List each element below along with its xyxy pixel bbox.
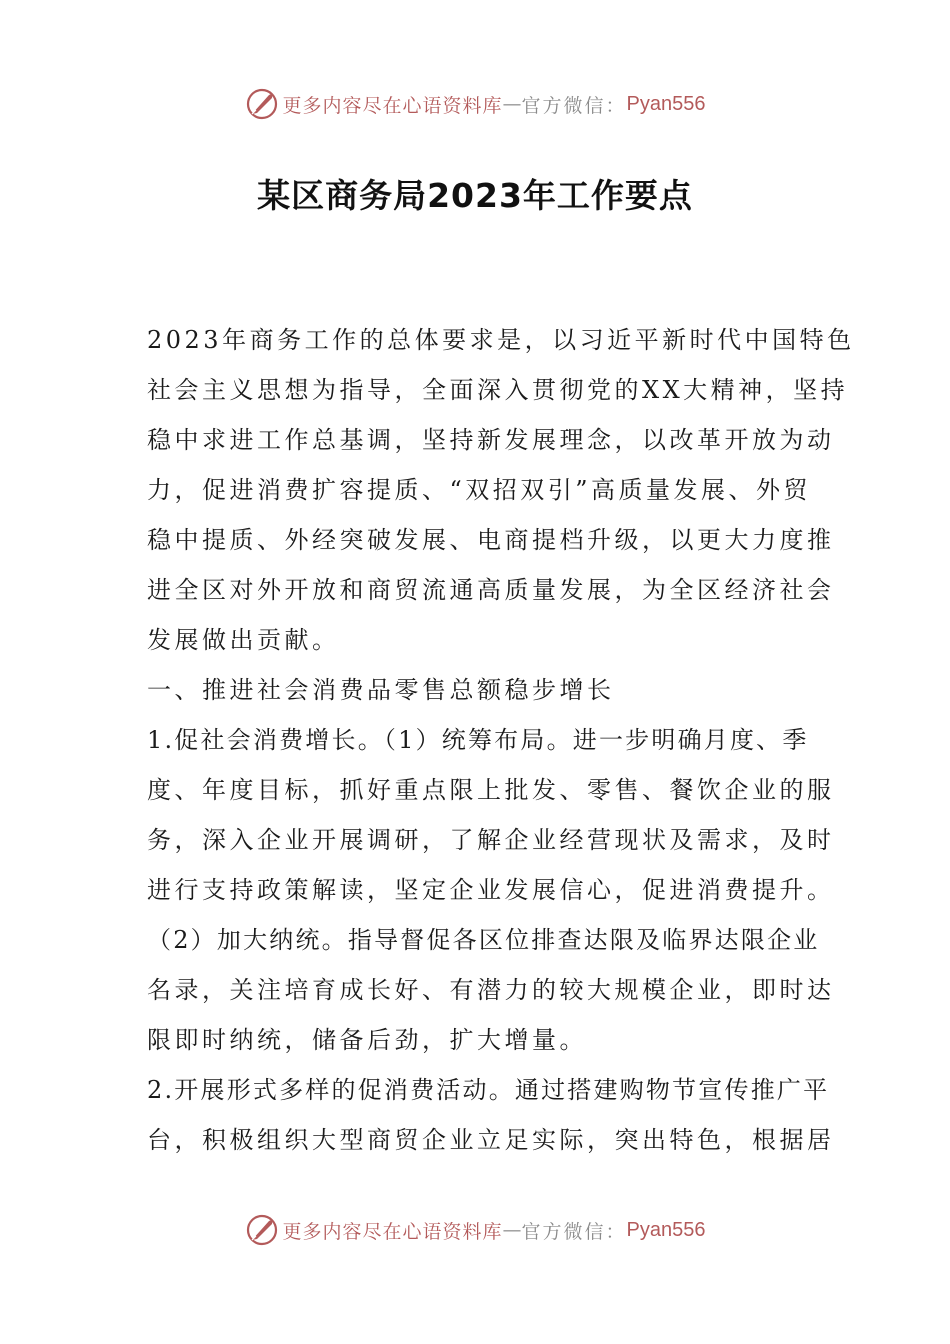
- watermark-brand-text: 更多内容尽在心语资料库: [282, 1220, 503, 1243]
- body-line: 名录，关注培育成长好、有潜力的较大规模企业，即时达: [147, 976, 835, 1004]
- header-watermark: [0, 84, 950, 124]
- watermark-wechat-label: 官方微信：: [521, 94, 627, 117]
- watermark-wechat-id: Pyan556: [626, 1218, 706, 1241]
- body-line: 台，积极组织大型商贸企业立足实际，突出特色，根据居: [147, 1126, 835, 1154]
- watermark-separator: —: [502, 93, 522, 115]
- watermark-wechat-id: Pyan556: [626, 92, 706, 115]
- quill-pen-logo-icon: [245, 87, 279, 121]
- body-line: 进全区对外开放和商贸流通高质量发展，为全区经济社会: [147, 576, 835, 604]
- quill-pen-logo-icon: [245, 1213, 279, 1247]
- footer-watermark: [0, 1210, 950, 1250]
- body-line: 1.促社会消费增长。（1）统筹布局。进一步明确月度、季: [147, 726, 809, 754]
- body-line: 务，深入企业开展调研，了解企业经营现状及需求，及时: [147, 826, 835, 854]
- body-line: 限即时纳统，储备后劲，扩大增量。: [147, 1026, 587, 1054]
- body-line: 2023年商务工作的总体要求是，以习近平新时代中国特色: [147, 326, 855, 354]
- body-line: 社会主义思想为指导，全面深入贯彻党的XX大精神，坚持: [147, 376, 849, 404]
- body-line: 力，促进消费扩容提质、“双招双引”高质量发展、外贸: [147, 476, 812, 504]
- body-line: 进行支持政策解读，坚定企业发展信心，促进消费提升。: [147, 876, 835, 904]
- document-body: [147, 315, 855, 1165]
- watermark-separator: —: [502, 1219, 522, 1241]
- body-line: 稳中求进工作总基调，坚持新发展理念，以改革开放为动: [147, 426, 835, 454]
- document-title: 某区商务局2023年工作要点: [257, 176, 693, 215]
- watermark-wechat-label: 官方微信：: [521, 1220, 627, 1243]
- watermark-brand-text: 更多内容尽在心语资料库: [282, 94, 503, 117]
- body-line: 发展做出贡献。: [147, 626, 340, 654]
- section-heading: 一、推进社会消费品零售总额稳步增长: [147, 676, 615, 704]
- body-line: 度、年度目标，抓好重点限上批发、零售、餐饮企业的服: [147, 776, 835, 804]
- body-line: （2）加大纳统。指导督促各区位排查达限及临界达限企业: [147, 926, 820, 954]
- body-line: 2.开展形式多样的促消费活动。通过搭建购物节宣传推广平: [147, 1076, 830, 1104]
- body-line: 稳中提质、外经突破发展、电商提档升级，以更大力度推: [147, 526, 835, 554]
